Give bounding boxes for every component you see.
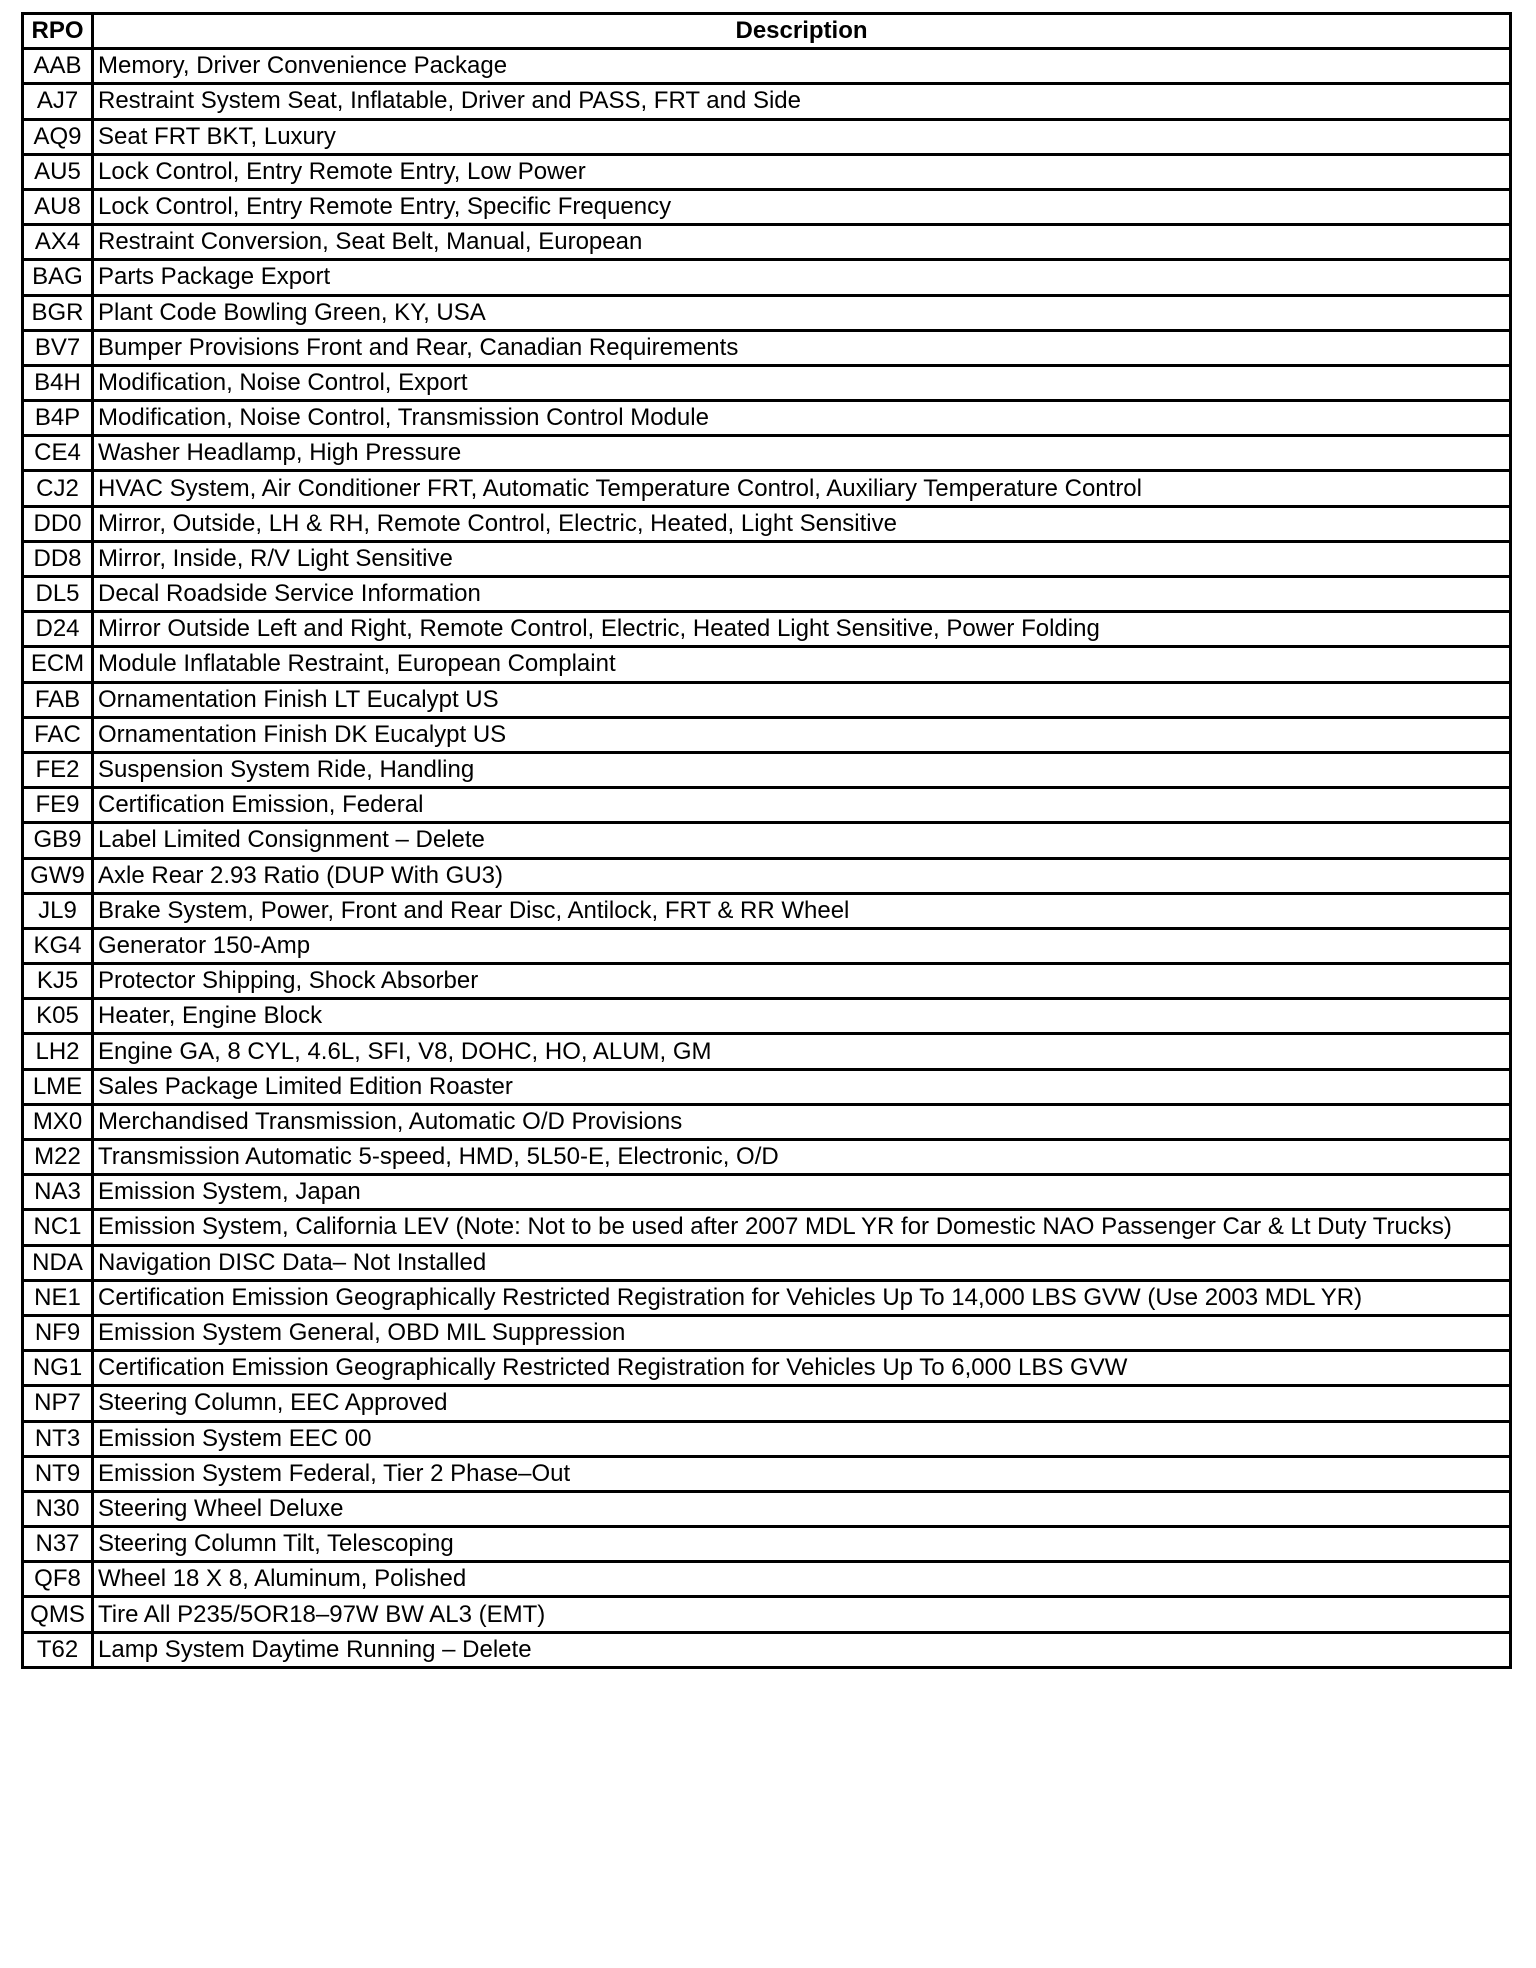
table-row <box>23 506 1511 541</box>
rpo-code-cell: NDA <box>23 1245 93 1280</box>
table-row <box>23 84 1511 119</box>
rpo-code-cell: FAC <box>23 717 93 752</box>
table-row <box>23 1104 1511 1139</box>
description-cell: Washer Headlamp, High Pressure <box>93 436 1511 471</box>
table-row <box>23 1210 1511 1245</box>
rpo-code-cell: QMS <box>23 1597 93 1632</box>
description-cell: Wheel 18 X 8, Aluminum, Polished <box>93 1562 1511 1597</box>
description-cell: Certification Emission, Federal <box>93 788 1511 823</box>
table-row <box>23 1491 1511 1526</box>
rpo-code-cell: GW9 <box>23 858 93 893</box>
table-row <box>23 1527 1511 1562</box>
description-cell: Lamp System Daytime Running – Delete <box>93 1632 1511 1667</box>
description-cell: Modification, Noise Control, Transmission Control Module <box>93 401 1511 436</box>
description-cell: Mirror, Outside, LH & RH, Remote Control, Electric, Heated, Light Sensitive <box>93 506 1511 541</box>
table-row <box>23 964 1511 999</box>
description-cell: Emission System General, OBD MIL Suppression <box>93 1315 1511 1350</box>
table-row <box>23 401 1511 436</box>
rpo-code-cell: QF8 <box>23 1562 93 1597</box>
rpo-code-cell: D24 <box>23 612 93 647</box>
rpo-table <box>21 12 1512 1669</box>
rpo-code-cell: AQ9 <box>23 119 93 154</box>
rpo-code-cell: DL5 <box>23 577 93 612</box>
table-row <box>23 541 1511 576</box>
table-row <box>23 471 1511 506</box>
description-cell: Emission System, Japan <box>93 1175 1511 1210</box>
description-cell: Ornamentation Finish LT Eucalypt US <box>93 682 1511 717</box>
rpo-code-cell: M22 <box>23 1140 93 1175</box>
description-cell: Emission System, California LEV (Note: Not to be used after 2007 MDL YR for Domestic NAO Passenger Car & Lt Duty Trucks) <box>93 1210 1511 1245</box>
table-row <box>23 823 1511 858</box>
rpo-code-cell: MX0 <box>23 1104 93 1139</box>
rpo-code-cell: NC1 <box>23 1210 93 1245</box>
table-row <box>23 1175 1511 1210</box>
description-cell: Steering Wheel Deluxe <box>93 1491 1511 1526</box>
table-row <box>23 260 1511 295</box>
rpo-code-cell: B4P <box>23 401 93 436</box>
description-cell: Mirror Outside Left and Right, Remote Control, Electric, Heated Light Sensitive, Power Folding <box>93 612 1511 647</box>
rpo-code-cell: AJ7 <box>23 84 93 119</box>
description-cell: Merchandised Transmission, Automatic O/D Provisions <box>93 1104 1511 1139</box>
table-row <box>23 647 1511 682</box>
description-cell: Brake System, Power, Front and Rear Disc, Antilock, FRT & RR Wheel <box>93 893 1511 928</box>
rpo-code-cell: AX4 <box>23 225 93 260</box>
description-cell: Suspension System Ride, Handling <box>93 752 1511 787</box>
rpo-column-header: RPO <box>23 14 93 49</box>
table-body <box>23 49 1511 1668</box>
rpo-code-cell: NG1 <box>23 1351 93 1386</box>
rpo-code-cell: NT9 <box>23 1456 93 1491</box>
table-row <box>23 1386 1511 1421</box>
table-row <box>23 717 1511 752</box>
rpo-code-cell: NE1 <box>23 1280 93 1315</box>
description-cell: Transmission Automatic 5-speed, HMD, 5L50-E, Electronic, O/D <box>93 1140 1511 1175</box>
rpo-code-cell: N37 <box>23 1527 93 1562</box>
table-row <box>23 1632 1511 1667</box>
table-row <box>23 1069 1511 1104</box>
description-cell: Protector Shipping, Shock Absorber <box>93 964 1511 999</box>
description-cell: Seat FRT BKT, Luxury <box>93 119 1511 154</box>
description-cell: Ornamentation Finish DK Eucalypt US <box>93 717 1511 752</box>
description-cell: Navigation DISC Data– Not Installed <box>93 1245 1511 1280</box>
rpo-code-cell: NA3 <box>23 1175 93 1210</box>
description-cell: Decal Roadside Service Information <box>93 577 1511 612</box>
description-cell: Heater, Engine Block <box>93 999 1511 1034</box>
description-cell: Modification, Noise Control, Export <box>93 365 1511 400</box>
table-row <box>23 330 1511 365</box>
rpo-code-cell: DD8 <box>23 541 93 576</box>
rpo-code-cell: DD0 <box>23 506 93 541</box>
table-row <box>23 752 1511 787</box>
description-cell: Certification Emission Geographically Restricted Registration for Vehicles Up To 14,000 LBS GVW (Use 2003 MDL YR) <box>93 1280 1511 1315</box>
rpo-code-cell: K05 <box>23 999 93 1034</box>
description-cell: Lock Control, Entry Remote Entry, Specific Frequency <box>93 189 1511 224</box>
rpo-code-cell: BAG <box>23 260 93 295</box>
rpo-code-cell: NP7 <box>23 1386 93 1421</box>
table-row <box>23 119 1511 154</box>
rpo-code-cell: BGR <box>23 295 93 330</box>
description-cell: Engine GA, 8 CYL, 4.6L, SFI, V8, DOHC, HO, ALUM, GM <box>93 1034 1511 1069</box>
table-row <box>23 999 1511 1034</box>
description-cell: Restraint System Seat, Inflatable, Driver and PASS, FRT and Side <box>93 84 1511 119</box>
table-row <box>23 1562 1511 1597</box>
description-cell: Certification Emission Geographically Restricted Registration for Vehicles Up To 6,000 LBS GVW <box>93 1351 1511 1386</box>
description-cell: Memory, Driver Convenience Package <box>93 49 1511 84</box>
rpo-code-cell: NF9 <box>23 1315 93 1350</box>
rpo-code-cell: ECM <box>23 647 93 682</box>
table-header-row <box>23 14 1511 49</box>
rpo-code-cell: N30 <box>23 1491 93 1526</box>
description-cell: Restraint Conversion, Seat Belt, Manual, European <box>93 225 1511 260</box>
description-cell: Generator 150-Amp <box>93 928 1511 963</box>
description-cell: Axle Rear 2.93 Ratio (DUP With GU3) <box>93 858 1511 893</box>
table-row <box>23 612 1511 647</box>
description-cell: Lock Control, Entry Remote Entry, Low Power <box>93 154 1511 189</box>
table-row <box>23 49 1511 84</box>
table-row <box>23 928 1511 963</box>
rpo-code-cell: KJ5 <box>23 964 93 999</box>
rpo-code-cell: CJ2 <box>23 471 93 506</box>
description-cell: Module Inflatable Restraint, European Complaint <box>93 647 1511 682</box>
description-cell: Emission System EEC 00 <box>93 1421 1511 1456</box>
rpo-code-cell: FE9 <box>23 788 93 823</box>
rpo-code-cell: LH2 <box>23 1034 93 1069</box>
table-row <box>23 225 1511 260</box>
rpo-code-cell: B4H <box>23 365 93 400</box>
rpo-code-cell: AU8 <box>23 189 93 224</box>
table-row <box>23 1597 1511 1632</box>
table-row <box>23 365 1511 400</box>
rpo-code-cell: AU5 <box>23 154 93 189</box>
rpo-code-cell: JL9 <box>23 893 93 928</box>
table-row <box>23 788 1511 823</box>
description-cell: Tire All P235/5OR18–97W BW AL3 (EMT) <box>93 1597 1511 1632</box>
description-cell: Label Limited Consignment – Delete <box>93 823 1511 858</box>
rpo-code-cell: KG4 <box>23 928 93 963</box>
description-cell: Plant Code Bowling Green, KY, USA <box>93 295 1511 330</box>
rpo-code-cell: GB9 <box>23 823 93 858</box>
rpo-code-cell: T62 <box>23 1632 93 1667</box>
table-row <box>23 1421 1511 1456</box>
description-cell: Emission System Federal, Tier 2 Phase–Out <box>93 1456 1511 1491</box>
table-row <box>23 1280 1511 1315</box>
table-row <box>23 1456 1511 1491</box>
rpo-code-cell: FAB <box>23 682 93 717</box>
description-cell: HVAC System, Air Conditioner FRT, Automatic Temperature Control, Auxiliary Temperature Control <box>93 471 1511 506</box>
table-row <box>23 858 1511 893</box>
table-row <box>23 189 1511 224</box>
table-row <box>23 1315 1511 1350</box>
description-cell: Bumper Provisions Front and Rear, Canadian Requirements <box>93 330 1511 365</box>
table-row <box>23 154 1511 189</box>
rpo-code-cell: LME <box>23 1069 93 1104</box>
table-row <box>23 1351 1511 1386</box>
table-row <box>23 577 1511 612</box>
description-cell: Parts Package Export <box>93 260 1511 295</box>
description-column-header: Description <box>93 14 1511 49</box>
table-row <box>23 893 1511 928</box>
description-cell: Sales Package Limited Edition Roaster <box>93 1069 1511 1104</box>
table-row <box>23 1034 1511 1069</box>
table-row <box>23 1140 1511 1175</box>
rpo-code-cell: FE2 <box>23 752 93 787</box>
description-cell: Mirror, Inside, R/V Light Sensitive <box>93 541 1511 576</box>
table-row <box>23 436 1511 471</box>
rpo-code-cell: NT3 <box>23 1421 93 1456</box>
table-row <box>23 1245 1511 1280</box>
rpo-code-cell: CE4 <box>23 436 93 471</box>
rpo-code-cell: AAB <box>23 49 93 84</box>
description-cell: Steering Column, EEC Approved <box>93 1386 1511 1421</box>
description-cell: Steering Column Tilt, Telescoping <box>93 1527 1511 1562</box>
table-row <box>23 682 1511 717</box>
rpo-code-cell: BV7 <box>23 330 93 365</box>
table-row <box>23 295 1511 330</box>
